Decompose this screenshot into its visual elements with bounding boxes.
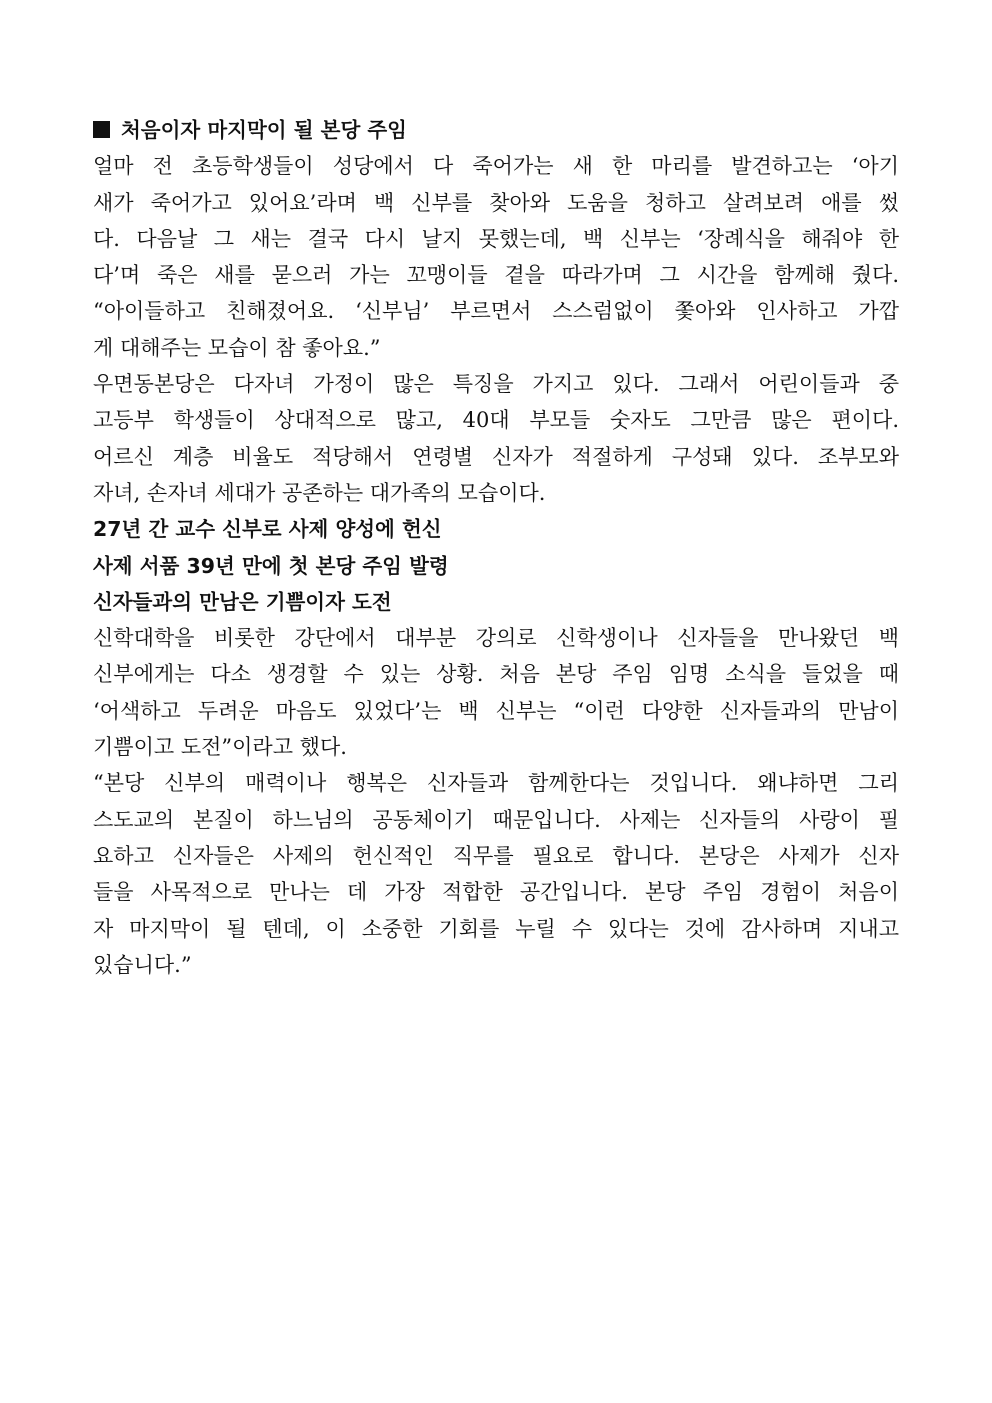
section-heading [93,112,899,148]
square-bullet-icon [93,121,110,138]
body-line: 다. 다음날 그 새는 결국 다시 날지 못했는데, 백 신부는 ‘장례식을 해줘야 한 [93,226,899,251]
quote-line: 스도교의 본질이 하느님의 공동체이기 때문입니다. 사제는 신자들의 사랑이 필 [93,807,899,832]
quote-line: 요하고 신자들은 사제의 헌신적인 직무를 필요로 합니다. 본당은 사제가 신자 [93,843,899,868]
body-line: 다’며 죽은 새를 묻으러 가는 꼬맹이들 곁을 따라가며 그 시간을 함께해 줬다. [93,263,899,288]
body-line: 자녀, 손자녀 세대가 공존하는 대가족의 모습이다. [93,480,546,505]
body-line: 신학대학을 비롯한 강단에서 대부분 강의로 신학생이나 신자들을 만나왔던 백 [93,626,899,651]
quote-line: 자 마지막이 될 텐데, 이 소중한 기회를 누릴 수 있다는 것에 감사하며 지내고 [93,916,899,941]
section-title: 처음이자 마지막이 될 본당 주임 [121,118,407,142]
body-line: 기쁨이고 도전”이라고 했다. [93,735,347,760]
highlight-line: 사제 서품 39년 만에 첫 본당 주임 발령 [93,553,449,578]
body-line: 우면동본당은 다자녀 가정이 많은 특징을 가지고 있다. 그래서 어린이들과 중 [93,372,899,397]
quote-line: 게 대해주는 모습이 참 좋아요.” [93,335,381,360]
body-line: 새가 죽어가고 있어요’라며 백 신부를 찾아와 도움을 청하고 살려보려 애를 썼 [93,190,899,215]
quote-line: “본당 신부의 매력이나 행복은 신자들과 함께한다는 것입니다. 왜냐하면 그리 [93,771,899,796]
quote-line: “아이들하고 친해졌어요. ‘신부님’ 부르면서 스스럼없이 쫓아와 인사하고 가깝 [93,299,899,324]
body-line: 얼마 전 초등학생들이 성당에서 다 죽어가는 새 한 마리를 발견하고는 ‘아기 [93,154,899,179]
body-line: 신부에게는 다소 생경할 수 있는 상황. 처음 본당 주임 임명 소식을 들었을 때 [93,662,899,687]
body-line: 고등부 학생들이 상대적으로 많고, 40대 부모들 숫자도 그만큼 많은 편이다. [93,408,899,433]
quote-line: 있습니다.” [93,952,192,977]
body-line: 어르신 계층 비율도 적당해서 연령별 신자가 적절하게 구성돼 있다. 조부모와 [93,444,899,469]
quote-line: 들을 사목적으로 만나는 데 가장 적합한 공간입니다. 본당 주임 경험이 처음이 [93,880,899,905]
highlight-line: 27년 간 교수 신부로 사제 양성에 헌신 [93,517,442,542]
body-line: ‘어색하고 두려운 마음도 있었다’는 백 신부는 “이런 다양한 신자들과의 만남이 [93,698,899,723]
document-page [93,112,899,983]
highlight-line: 신자들과의 만남은 기쁨이자 도전 [93,589,392,614]
